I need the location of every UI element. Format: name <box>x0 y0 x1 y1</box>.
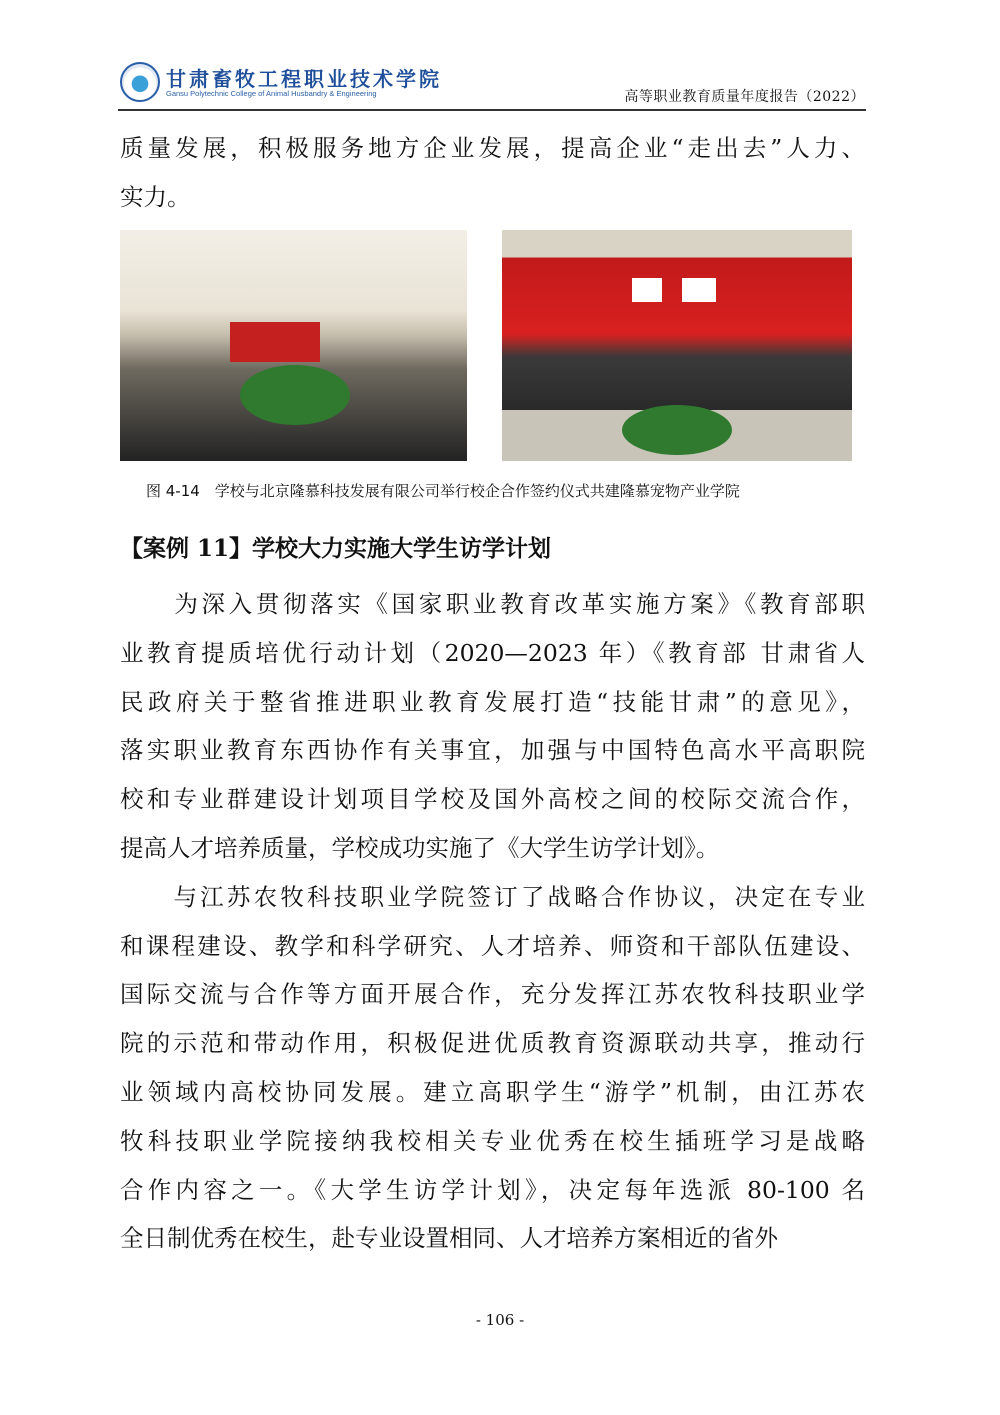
paragraph-line: 落实职业教育东西协作有关事宜，加强与中国特色高水平高职院 <box>120 736 865 765</box>
paragraph-line: 提高人才培养质量，学校成功实施了《大学生访学计划》。 <box>120 834 720 862</box>
header-divider <box>118 109 866 111</box>
intro-line: 质量发展，积极服务地方企业发展，提高企业“走出去”人力、 <box>120 134 865 162</box>
paragraph-line: 业领域内高校协同发展。建立高职学生“游学”机制，由江苏农 <box>120 1078 865 1106</box>
figure-caption: 图 4-14 学校与北京隆慕科技发展有限公司举行校企合作签约仪式共建隆慕宠物产业学院 <box>146 482 740 500</box>
school-logo <box>120 62 160 102</box>
paragraph-line: 与江苏农牧科技职业学院签订了战略合作协议，决定在专业 <box>120 882 865 911</box>
paragraph-line: 为深入贯彻落实《国家职业教育改革实施方案》《教育部职 <box>120 590 865 618</box>
paragraph-line: 和课程建设、教学和科学研究、人才培养、师资和干部队伍建设、 <box>120 931 865 960</box>
report-title: 高等职业教育质量年度报告（2022） <box>624 89 865 105</box>
page-number: - 106 - <box>475 1311 525 1329</box>
paragraph-line: 业教育提质培优行动计划（2020—2023 年）《教育部 甘肃省人 <box>120 638 865 667</box>
school-name-en: Gansu Polytechnic College of Animal Husbandry & Engineering <box>166 89 377 98</box>
paragraph-line: 校和专业群建设计划项目学校及国外高校之间的校际交流合作， <box>120 785 865 814</box>
paragraph-line: 牧科技职业学院接纳我校相关专业优秀在校生插班学习是战略 <box>120 1126 865 1155</box>
paragraph-line: 院的示范和带动作用，积极促进优质教育资源联动共享，推动行 <box>120 1029 865 1058</box>
paragraph-line: 合作内容之一。《大学生访学计划》，决定每年选派 80-100 名 <box>120 1175 865 1204</box>
photo-signing-meeting <box>120 230 467 461</box>
school-name-cn: 甘肃畜牧工程职业技术学院 <box>166 67 442 91</box>
paragraph-line: 全日制优秀在校生，赴专业设置相同、人才培养方案相近的省外 <box>120 1224 778 1253</box>
paragraph-line: 国际交流与合作等方面开展合作，充分发挥江苏农牧科技职业学 <box>120 980 865 1009</box>
photo-group <box>502 230 852 461</box>
intro-line: 实力。 <box>120 183 191 211</box>
paragraph-line: 民政府关于整省推进职业教育发展打造“技能甘肃”的意见》， <box>120 687 865 716</box>
case-heading: 【案例 11】学校大力实施大学生访学计划 <box>120 535 552 562</box>
